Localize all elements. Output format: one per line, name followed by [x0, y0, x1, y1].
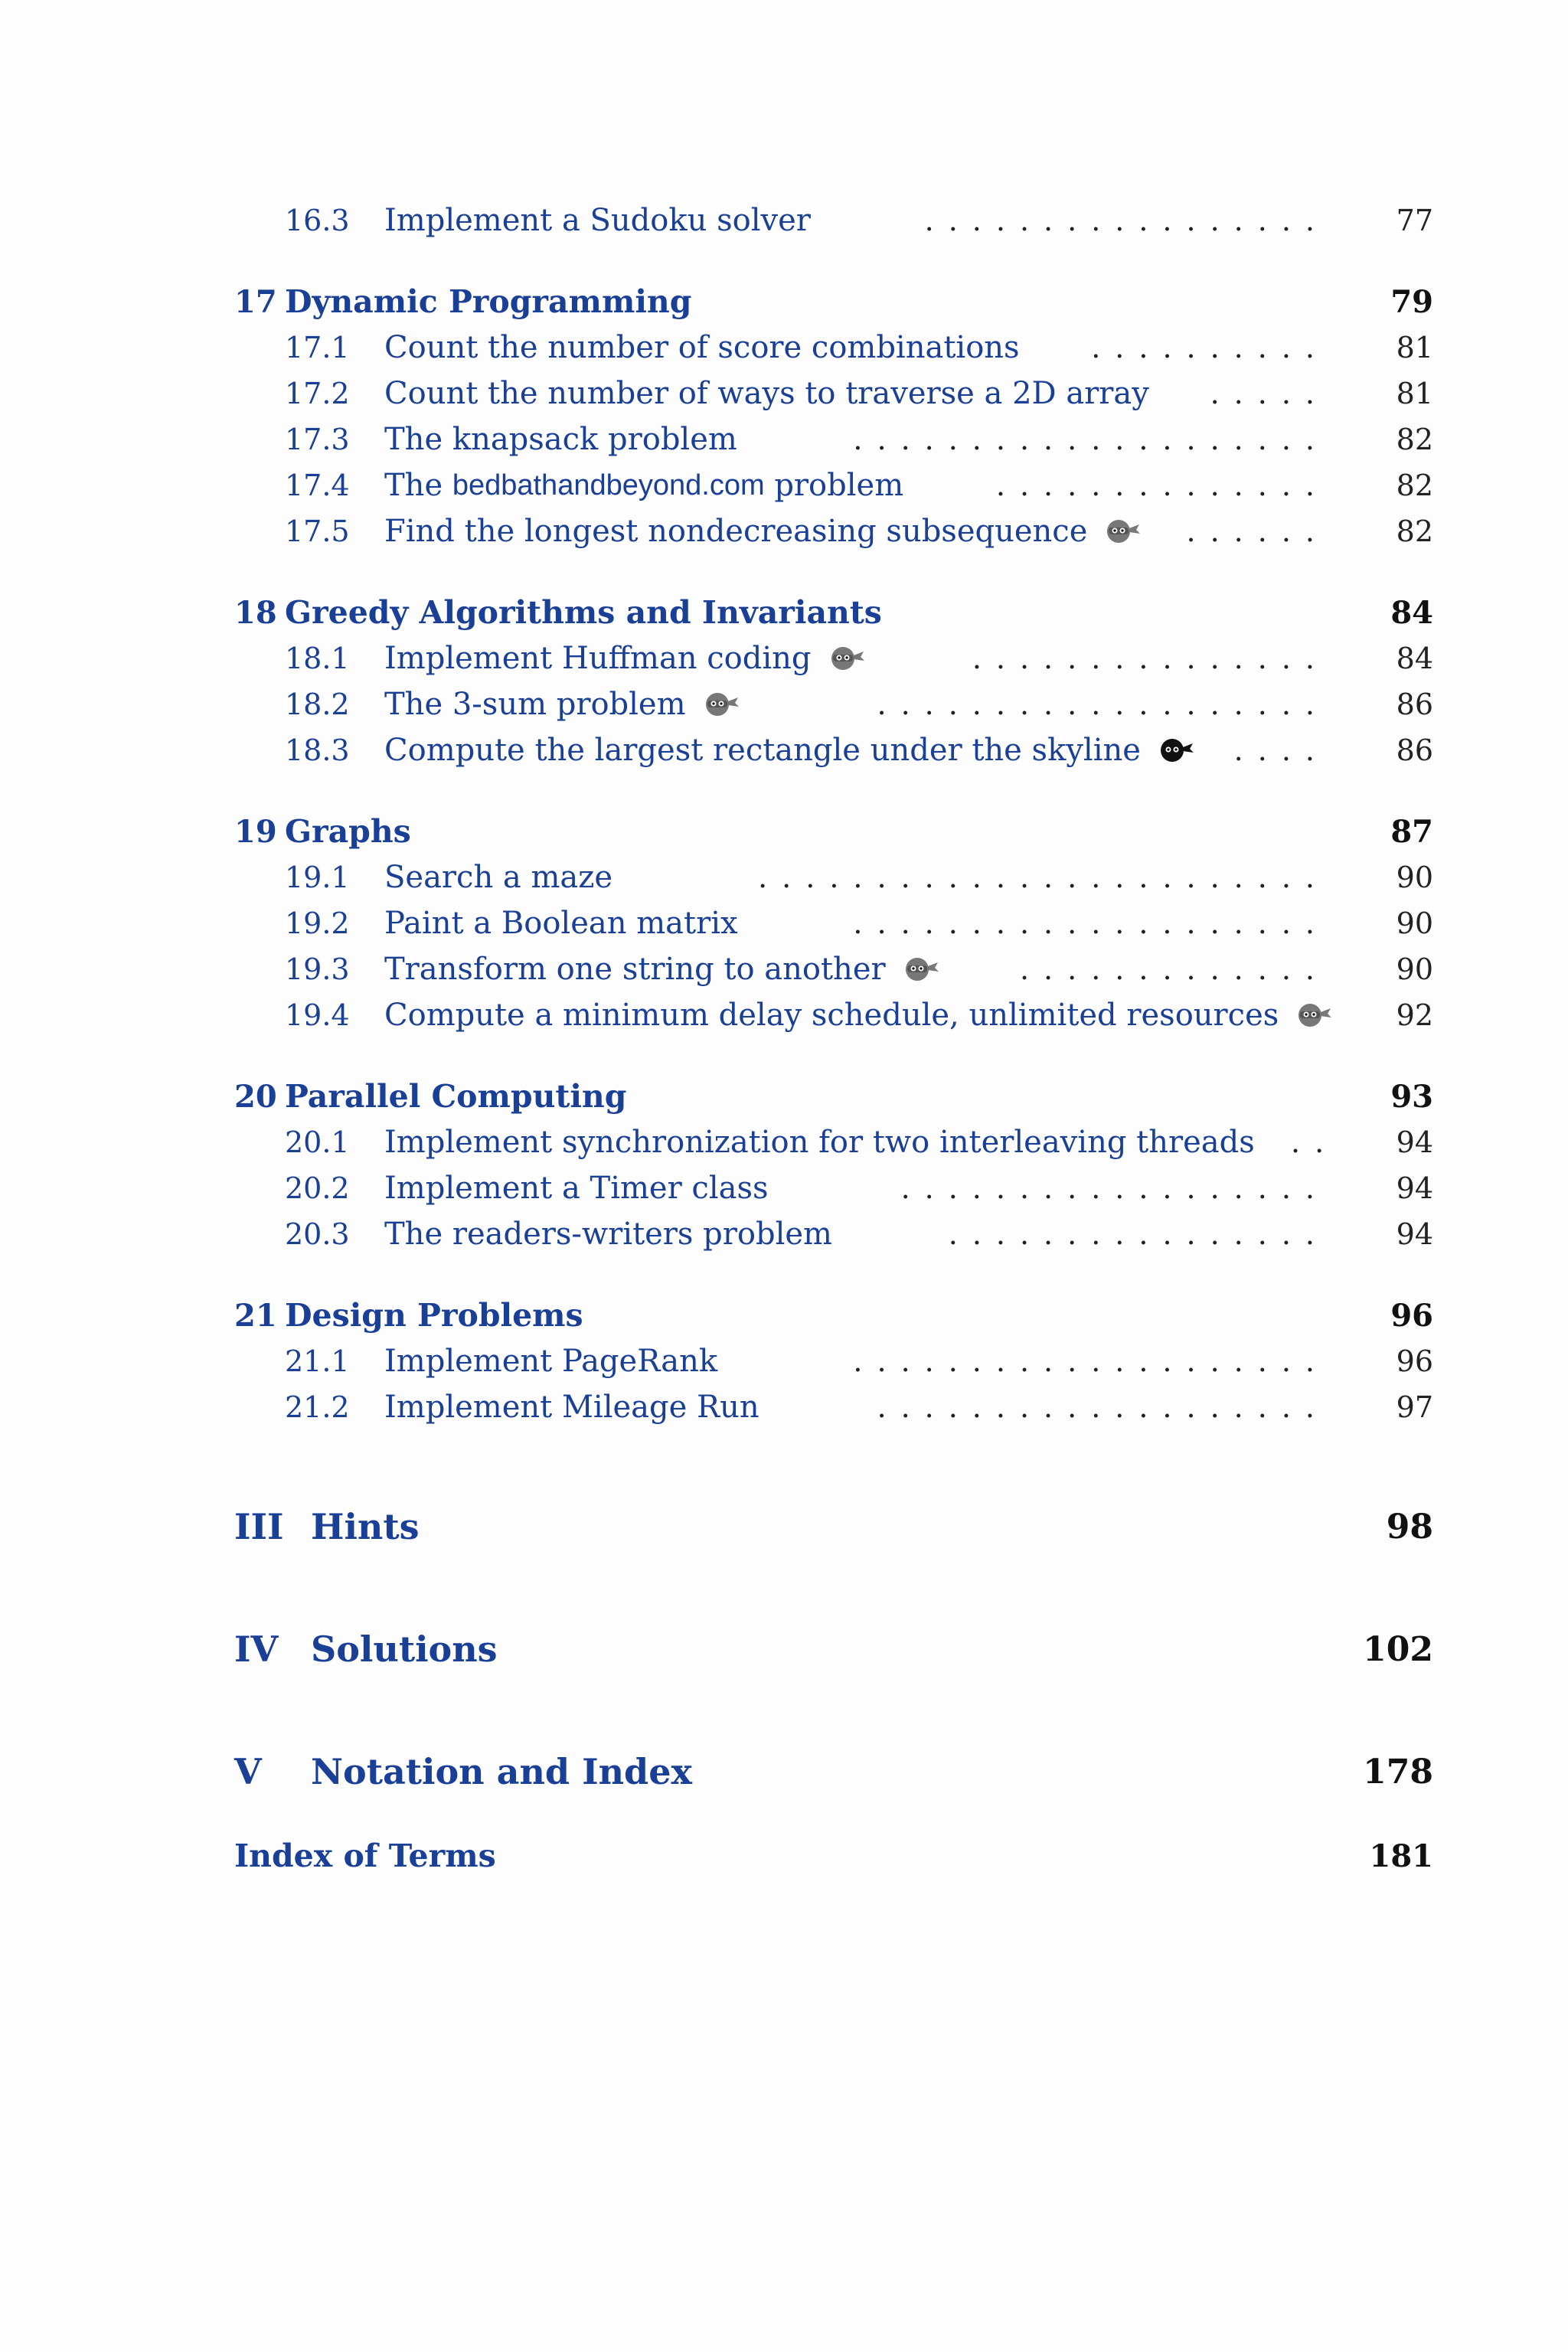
part-title[interactable]: Notation and Index	[311, 1751, 692, 1792]
dot-leader: ....................	[853, 906, 1329, 940]
page-number: 90	[1396, 952, 1433, 986]
ninja-black-icon	[1159, 737, 1194, 763]
dot-leader: ....................	[853, 423, 1329, 456]
toc-part-entry[interactable]	[0, 1622, 1568, 1676]
page-number: 96	[1396, 1344, 1433, 1378]
dot-leader: ..............	[995, 469, 1329, 502]
section-number: 20.1	[285, 1125, 350, 1159]
page-number: 86	[1396, 688, 1433, 721]
toc-section-entry[interactable]	[0, 1119, 1568, 1165]
page-number: 94	[1396, 1171, 1433, 1205]
section-title-text: Implement a Sudoku solver	[384, 203, 811, 238]
section-number: 19.1	[285, 861, 350, 894]
dot-leader: ..	[1291, 1125, 1339, 1159]
section-number: 18.2	[285, 688, 350, 721]
section-title-text: Implement synchronization for two interleaving threads	[384, 1125, 1255, 1160]
page-number: 97	[1396, 1390, 1433, 1424]
part-number: III	[234, 1506, 284, 1547]
toc-section-entry[interactable]	[0, 1211, 1568, 1257]
dot-leader: .............	[1019, 952, 1329, 986]
page-number: 77	[1396, 204, 1433, 237]
toc-chapter-entry[interactable]	[0, 1073, 1568, 1119]
chapter-number: 21	[234, 1297, 277, 1334]
section-title-text: The knapsack problem	[384, 422, 737, 457]
page-number: 94	[1396, 1125, 1433, 1159]
section-title-text: Find the longest nondecreasing subsequence	[384, 514, 1088, 549]
toc-part-entry[interactable]	[0, 1500, 1568, 1553]
section-title[interactable]	[384, 514, 1141, 549]
part-title[interactable]: Hints	[311, 1506, 420, 1547]
page-number: 93	[1390, 1078, 1433, 1115]
section-number: 19.3	[285, 952, 350, 986]
section-title[interactable]	[384, 641, 865, 676]
section-title-text: Implement Huffman coding	[384, 641, 812, 676]
section-title-text: Search a maze	[384, 860, 613, 895]
ninja-gray-icon	[704, 691, 740, 717]
section-number: 19.2	[285, 906, 350, 940]
dot-leader: ........................	[758, 861, 1329, 894]
toc-part-entry[interactable]	[0, 1745, 1568, 1798]
toc-section-entry[interactable]	[0, 325, 1568, 371]
section-title[interactable]	[384, 422, 737, 457]
dot-leader: ...............	[972, 642, 1329, 675]
section-title-text: Compute a minimum delay schedule, unlimited resources	[384, 998, 1279, 1033]
section-number: 19.4	[285, 998, 350, 1032]
section-title-code: bedbathandbeyond.com	[452, 469, 765, 501]
toc-section-entry[interactable]	[0, 1165, 1568, 1211]
chapter-title[interactable]: Graphs	[285, 813, 411, 850]
section-number: 21.2	[285, 1390, 350, 1424]
page-number: 90	[1396, 906, 1433, 940]
section-title[interactable]	[384, 330, 1020, 365]
toc-section-entry[interactable]	[0, 416, 1568, 462]
section-title-text: The readers-writers problem	[384, 1217, 832, 1252]
toc-section-entry[interactable]	[0, 681, 1568, 727]
section-title-text: Count the number of ways to traverse a 2D array	[384, 376, 1149, 411]
page-number: 82	[1396, 514, 1433, 548]
ninja-gray-icon	[904, 956, 939, 982]
chapter-number: 19	[234, 813, 277, 850]
ninja-gray-icon	[830, 645, 865, 671]
page-number: 178	[1363, 1752, 1433, 1792]
section-title-text: Implement PageRank	[384, 1344, 718, 1379]
toc-section-entry[interactable]	[0, 1338, 1568, 1384]
page-number: 81	[1396, 331, 1433, 364]
toc-section-entry[interactable]	[0, 992, 1568, 1038]
dot-leader: ..........	[1091, 331, 1329, 364]
section-number: 17.4	[285, 469, 350, 502]
section-title-text: Paint a Boolean matrix	[384, 906, 738, 941]
part-title[interactable]: Solutions	[311, 1628, 498, 1670]
section-title[interactable]	[384, 687, 740, 722]
dot-leader: ...................	[877, 688, 1329, 721]
dot-leader: ......	[1186, 514, 1329, 548]
page-number: 84	[1390, 594, 1433, 631]
page-number: 96	[1390, 1297, 1433, 1334]
chapter-number: 18	[234, 594, 277, 631]
section-number: 16.3	[285, 204, 350, 237]
section-number: 17.2	[285, 377, 350, 410]
toc-section-entry[interactable]	[0, 727, 1568, 773]
dot-leader: ..................	[900, 1171, 1329, 1205]
section-number: 20.2	[285, 1171, 350, 1205]
section-title[interactable]	[384, 1171, 769, 1206]
section-number: 17.5	[285, 514, 350, 548]
dot-leader: ...................	[877, 1390, 1329, 1424]
section-title[interactable]	[384, 1125, 1255, 1160]
dot-leader: .................	[924, 204, 1329, 237]
section-title[interactable]	[384, 860, 612, 895]
section-number: 17.3	[285, 423, 350, 456]
section-title-text: problem	[764, 468, 904, 503]
toc-section-entry[interactable]	[0, 854, 1568, 900]
toc-section-entry[interactable]	[0, 508, 1568, 554]
section-number: 18.3	[285, 733, 350, 767]
section-title[interactable]	[384, 998, 1332, 1033]
section-title[interactable]	[384, 906, 738, 941]
toc-section-entry[interactable]	[0, 900, 1568, 946]
toc-section-entry[interactable]	[0, 371, 1568, 416]
page-number: 82	[1396, 469, 1433, 502]
section-title[interactable]	[384, 376, 1149, 411]
section-title[interactable]	[384, 203, 811, 238]
dot-leader: ....................	[853, 1344, 1329, 1378]
section-title-text: The 3-sum problem	[384, 687, 686, 722]
section-title[interactable]	[384, 952, 939, 987]
section-title-text: Compute the largest rectangle under the skyline	[384, 733, 1141, 768]
page-number: 84	[1396, 642, 1433, 675]
section-title-text: Count the number of score combinations	[384, 330, 1020, 365]
toc-chapter-entry[interactable]	[0, 1292, 1568, 1338]
chapter-title[interactable]: Design Problems	[285, 1297, 583, 1334]
page-number: 181	[1369, 1838, 1433, 1874]
toc-section-entry[interactable]	[0, 1384, 1568, 1430]
toc-chapter-entry[interactable]	[0, 808, 1568, 854]
chapter-number: 20	[234, 1078, 277, 1115]
section-number: 20.3	[285, 1217, 350, 1251]
section-title[interactable]	[384, 733, 1194, 768]
part-number: IV	[234, 1628, 279, 1670]
page-number: 82	[1396, 423, 1433, 456]
section-title[interactable]	[384, 1344, 717, 1379]
toc-chapter-entry[interactable]	[0, 1833, 1568, 1879]
section-number: 17.1	[285, 331, 350, 364]
dot-leader: ................	[948, 1217, 1329, 1251]
page-number: 92	[1396, 998, 1433, 1032]
page-number: 81	[1396, 377, 1433, 410]
toc-section-entry[interactable]	[0, 946, 1568, 992]
section-title-text: Implement Mileage Run	[384, 1390, 760, 1425]
chapter-title[interactable]: Parallel Computing	[285, 1078, 627, 1115]
page-number: 79	[1390, 283, 1433, 320]
toc-chapter-entry[interactable]	[0, 590, 1568, 635]
page-number: 102	[1363, 1629, 1433, 1669]
ninja-gray-icon	[1106, 518, 1141, 544]
dot-leader: .....	[1210, 377, 1329, 410]
page-number: 87	[1390, 813, 1433, 850]
page-number: 94	[1396, 1217, 1433, 1251]
part-number: V	[234, 1751, 262, 1792]
toc-chapter-entry[interactable]	[0, 279, 1568, 325]
dot-leader: ....	[1233, 733, 1329, 767]
section-number: 18.1	[285, 642, 350, 675]
page-number: 86	[1396, 733, 1433, 767]
section-title[interactable]	[384, 1390, 760, 1425]
chapter-title[interactable]: Dynamic Programming	[285, 283, 692, 320]
section-title[interactable]	[384, 1217, 832, 1252]
toc-section-entry[interactable]	[0, 198, 1568, 243]
toc-section-entry[interactable]	[0, 635, 1568, 681]
chapter-number: 17	[234, 283, 277, 320]
section-title-text: Transform one string to another	[384, 952, 886, 987]
section-number: 21.1	[285, 1344, 350, 1378]
chapter-title[interactable]: Index of Terms	[234, 1838, 496, 1874]
toc-section-entry[interactable]	[0, 462, 1568, 508]
section-title-text: Implement a Timer class	[384, 1171, 769, 1206]
ninja-gray-icon	[1297, 1002, 1332, 1028]
section-title[interactable]	[384, 468, 903, 503]
page-number: 90	[1396, 861, 1433, 894]
page-number: 98	[1386, 1507, 1433, 1547]
chapter-title[interactable]: Greedy Algorithms and Invariants	[285, 594, 882, 631]
section-title-text: The	[384, 468, 452, 503]
